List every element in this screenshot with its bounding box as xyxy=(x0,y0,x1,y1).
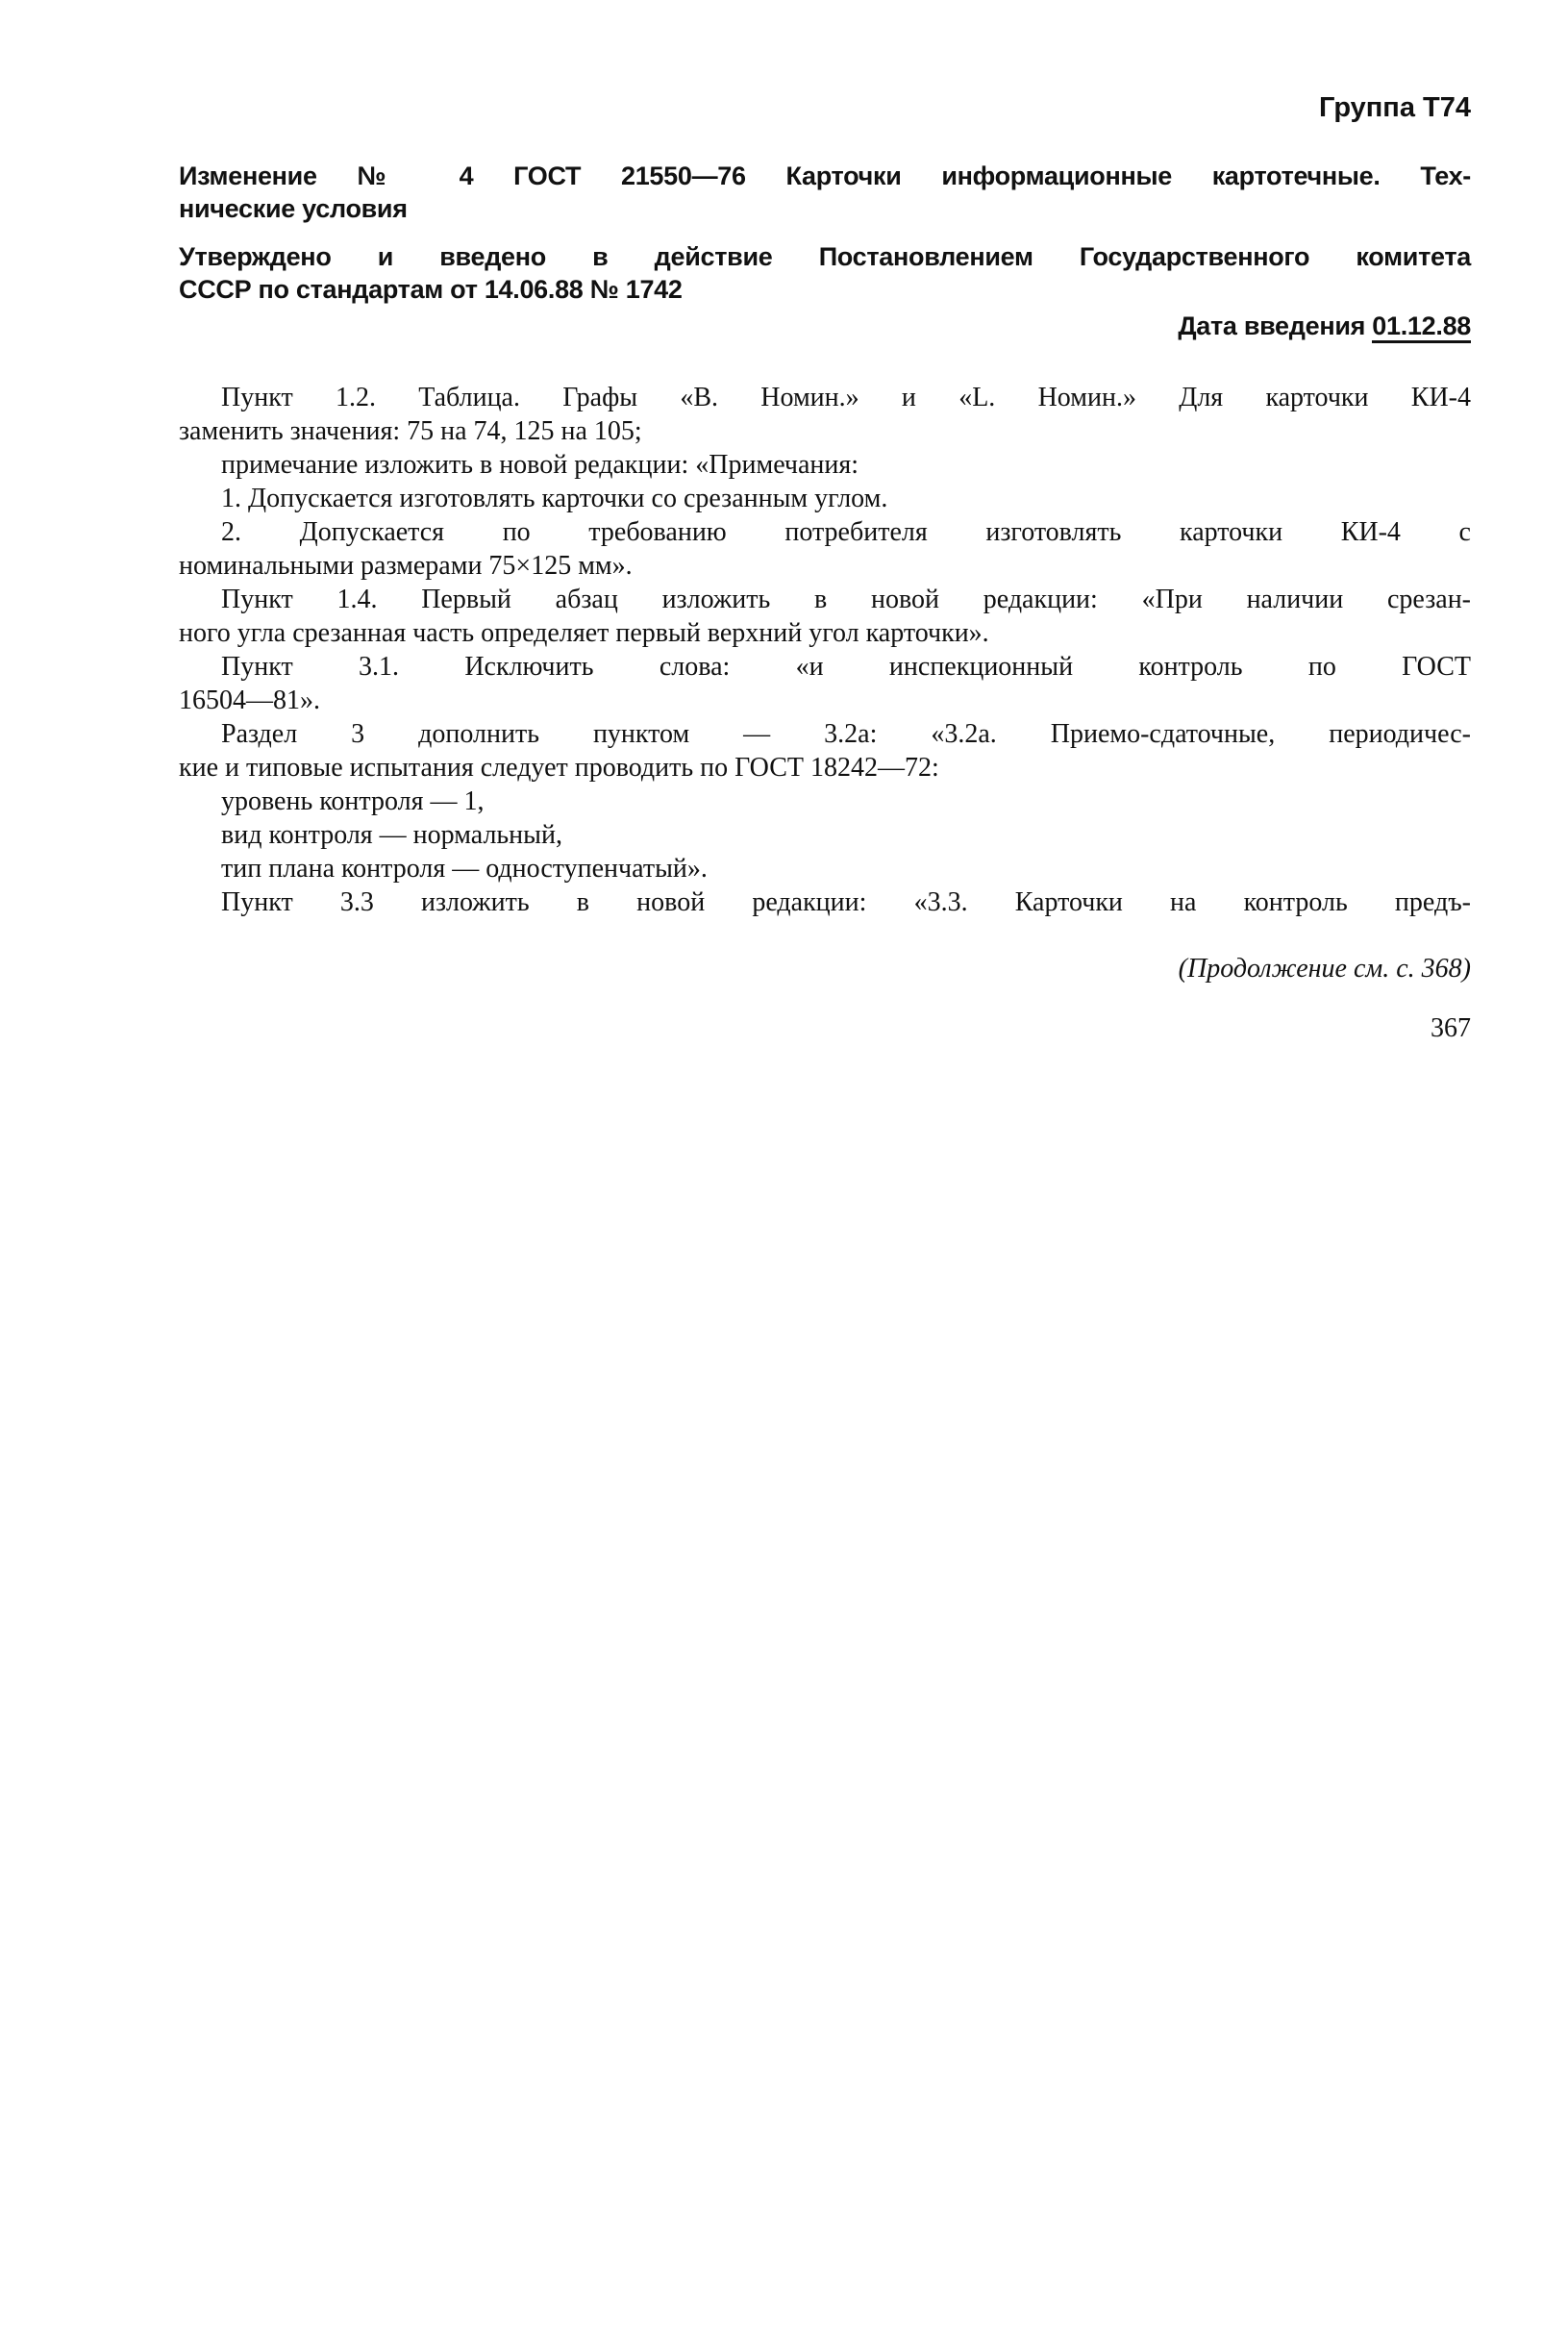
body-line: Пункт 3.3 изложить в новой редакции: «3.3. Карточки на контроль предъ- xyxy=(221,887,1471,917)
body-line: примечание изложить в новой редакции: «Примечания: xyxy=(221,450,859,480)
body-line: уровень контроля — 1, xyxy=(221,786,485,816)
amendment-body xyxy=(179,381,1471,919)
body-line: кие и типовые испытания следует проводить по ГОСТ 18242—72: xyxy=(179,753,939,783)
body-line: Пункт 1.4. Первый абзац изложить в новой редакции: «При наличии срезан- xyxy=(221,585,1471,614)
title-line: нические условия xyxy=(179,194,408,223)
body-line: номинальными размерами 75×125 мм». xyxy=(179,551,633,581)
title-line: Изменение № 4 ГОСТ 21550—76 Карточки информационные картотечные. Тех- xyxy=(179,162,1471,190)
approval-statement xyxy=(179,240,1471,306)
body-line: ного угла срезанная часть определяет первый верхний угол карточки». xyxy=(179,618,989,648)
document-page xyxy=(179,92,1471,1044)
date-value: 01.12.88 xyxy=(1372,312,1471,343)
body-line: 2. Допускается по требованию потребителя изготовлять карточки КИ-4 с xyxy=(221,517,1471,547)
approval-line: СССР по стандартам от 14.06.88 № 1742 xyxy=(179,275,683,304)
body-line: 16504—81». xyxy=(179,685,320,715)
body-line: Пункт 3.1. Исключить слова: «и инспекционный контроль по ГОСТ xyxy=(221,652,1471,682)
effective-date xyxy=(179,310,1471,342)
body-line: заменить значения: 75 на 74, 125 на 105; xyxy=(179,416,642,446)
body-line: 1. Допускается изготовлять карточки со срезанным углом. xyxy=(221,484,888,513)
body-line: вид контроля — нормальный, xyxy=(221,820,562,850)
continuation-note: (Продолжение см. с. 368) xyxy=(1178,954,1471,984)
approval-line: Утверждено и введено в действие Постановлением Государственного комитета xyxy=(179,242,1471,271)
body-line: Пункт 1.2. Таблица. Графы «В. Номин.» и «L. Номин.» Для карточки КИ-4 xyxy=(221,383,1471,412)
date-label: Дата введения xyxy=(1178,312,1366,340)
body-line: Раздел 3 дополнить пунктом — 3.2а: «3.2а. Приемо-сдаточные, периодичес- xyxy=(221,719,1471,749)
body-line: тип плана контроля — одноступенчатый». xyxy=(221,854,708,884)
amendment-title xyxy=(179,160,1471,225)
page-number: 367 xyxy=(1431,1013,1471,1043)
group-code: Группа Т74 xyxy=(1319,92,1471,123)
